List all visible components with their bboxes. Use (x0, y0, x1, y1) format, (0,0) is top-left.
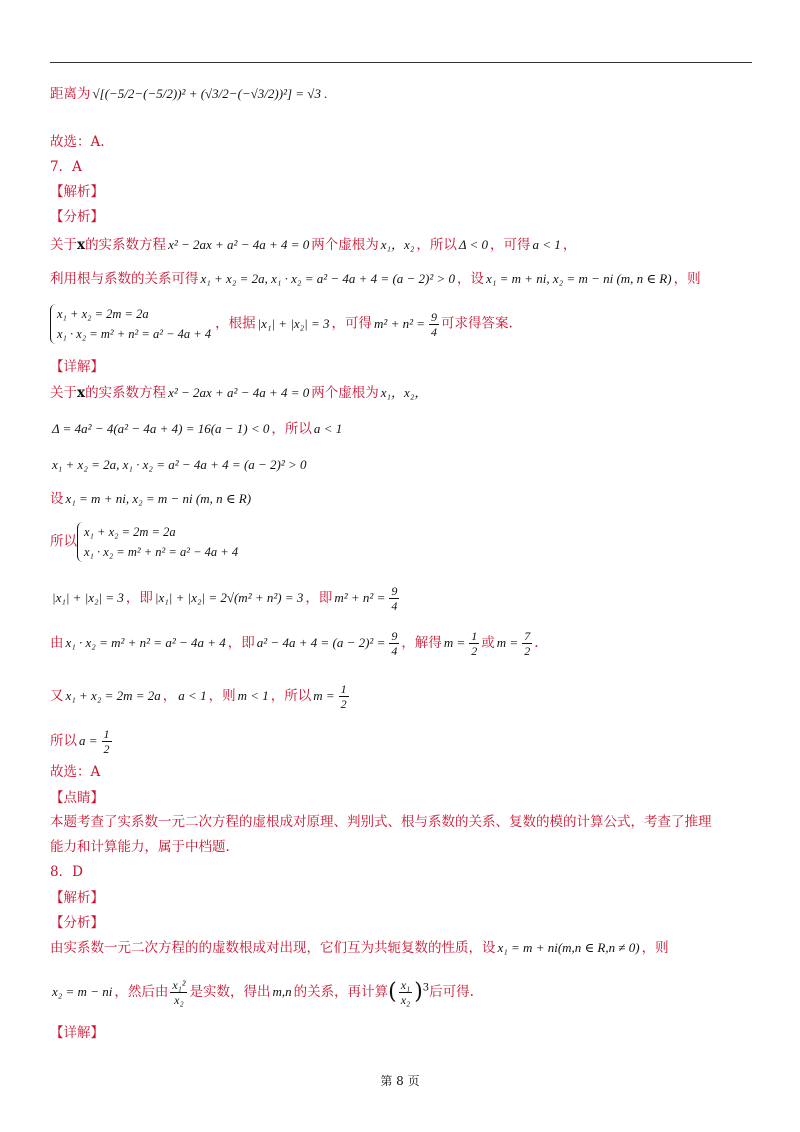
fraction: $\frac{9}{4}$ (391, 629, 398, 658)
detail-line: 关于x的实系数方程 x² − 2ax + a² − 4a + 4 = 0 两个虚根为 x₁，x₂， (50, 385, 428, 401)
fraction: $\frac{1}{2}$ (471, 629, 478, 658)
page-number: 第 8 页 (380, 1074, 420, 1088)
section-heading: 【点睛】 (50, 790, 104, 806)
math: √[(−5/2−(−5/2))² + (√3/2−(−√3/2))²] = √3 . (92, 86, 328, 101)
question-number: 8．D (50, 864, 83, 880)
answer-line: 故选：A. (50, 134, 105, 150)
analysis-line: 由实系数一元二次方程的的虚数根成对出现，它们互为共轭复数的性质，设 x₁ = m + ni(m,n ∈ R,n ≠ 0) ，则 (50, 940, 669, 956)
fraction: $\frac{1}{2}$ (340, 682, 347, 711)
fraction: $\frac{9}{4}$ (391, 584, 398, 613)
comment-text: 能力和计算能力，属于中档题. (50, 839, 230, 855)
detail-line: x₁ + x₂ = 2a, x₁ · x₂ = a² − 4a + 4 = (a − 2)² > 0 (52, 457, 307, 472)
section-heading: 【详解】 (50, 1025, 104, 1041)
fraction: $\frac{\text{x₁²}}{\text{x₂}}$ (172, 978, 186, 1007)
detail-line: 又 x₁ + x₂ = 2m = 2a ， a < 1 ，则 m < 1 ，所以 m = $\frac{1}{2}$ (50, 682, 347, 711)
section-heading: 【解析】 (50, 890, 104, 906)
detail-system-line: 所以 x₁ + x₂ = 2m = 2a x₁ · x₂ = m² + n² = a² − 4a + 4 (50, 522, 242, 562)
fraction: $\frac{1}{2}$ (103, 727, 110, 756)
fraction: $\frac{7}{2}$ (524, 629, 531, 658)
answer-line: 故选：A (50, 764, 101, 780)
section-heading: 【详解】 (50, 359, 104, 375)
header-rule (50, 62, 752, 63)
detail-line: 由 x₁ · x₂ = m² + n² = a² − 4a + 4 ，即 a² − 4a + 4 = (a − 2)² = $\frac{9}{4}$ ，解得 m = $\frac{1}{2}$ 或 m = $\frac{7}{2}$ . (50, 629, 539, 658)
section-heading: 【分析】 (50, 915, 104, 931)
question-number: 7．A (50, 159, 82, 175)
analysis-line: 关于x的实系数方程 x² − 2ax + a² − 4a + 4 = 0 两个虚根为 x₁，x₂ ，所以 Δ < 0 ，可得 a < 1 ， (50, 237, 577, 253)
detail-line: 设 x₁ = m + ni, x₂ = m − ni (m, n ∈ R) (50, 491, 252, 507)
detail-line: 所以 a = $\frac{1}{2}$ (50, 727, 110, 756)
comment-text: 本题考查了实系数一元二次方程的虚根成对原理、判别式、根与系数的关系、复数的模的计算公式，考查了推理 (50, 814, 712, 830)
analysis-line: x₂ = m − ni ，然后由 $\frac{\text{x₁²}}{\text{x₂}}$ 是实数，得出 m,n 的关系，再计算( $\frac{\text{x₁}}{\text{x₂}}$ )$^3$后可得. (52, 978, 474, 1007)
line-distance (50, 84, 329, 104)
analysis-system-line: x₁ + x₂ = 2m = 2a x₁ · x₂ = m² + n² = a² − 4a + 4 ，根据 |x₁| + |x₂| = 3 ，可得 m² + n² = $\frac{9}{4}$ 可求得答案. (50, 304, 513, 344)
equation-system: x₁ + x₂ = 2m = 2a x₁ · x₂ = m² + n² = a² − 4a + 4 (77, 522, 238, 562)
equation-system: x₁ + x₂ = 2m = 2a x₁ · x₂ = m² + n² = a² − 4a + 4 (50, 304, 211, 344)
detail-line: Δ = 4a² − 4(a² − 4a + 4) = 16(a − 1) < 0 ，所以 a < 1 (52, 421, 343, 437)
section-heading: 【解析】 (50, 184, 104, 200)
section-heading: 【分析】 (50, 209, 104, 225)
text: 距离为 (50, 86, 91, 102)
fraction: $\frac{9}{4}$ (431, 309, 438, 339)
fraction: $\frac{\text{x₁}}{\text{x₂}}$ (400, 978, 411, 1007)
analysis-line: 利用根与系数的关系可得 x₁ + x₂ = 2a, x₁ · x₂ = a² − 4a + 4 = (a − 2)² > 0 ，设 x₁ = m + ni, x₂ = m − ni (m, n ∈ R) ，则 (50, 271, 701, 287)
detail-line: |x₁| + |x₂| = 3 ，即 |x₁| + |x₂| = 2√(m² + n²) = 3 ，即 m² + n² = $\frac{9}{4}$ (52, 584, 398, 613)
